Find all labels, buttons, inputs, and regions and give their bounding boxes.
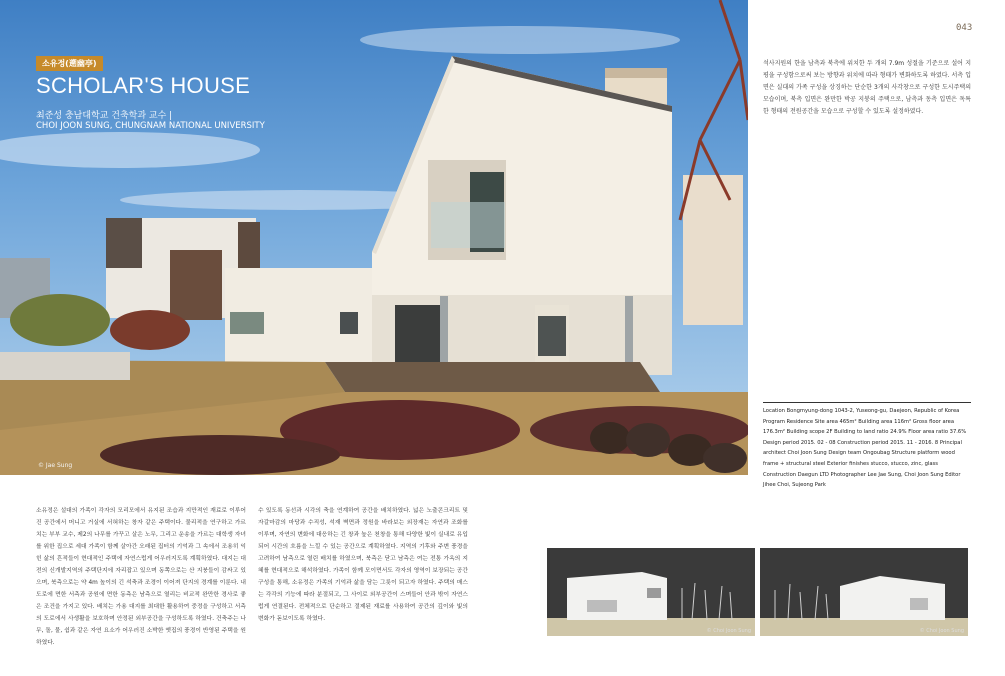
model-photo-1 [547,548,755,636]
project-info: Location Bongmyung-dong 1043-2, Yuseong-gu, Daejeon, Republic of Korea Program Residence Site area 465m² Building area 116m² Gross floor area 176.3m² Building scope 2F Building to land ratio 24.9% Floor area ratio 37.6% Design period 2015. 02 - 08 Construction period 2015. 11 - 2016. 8 Principal architect Choi Joon Sung Design team Ongoubag Structure platform wood frame + structural steel Exterior finishes stucco, stucco, zinc, glass Construction Daegun LTD Photographer Lee Jae Sung, Choi Joon Sung Editor Jihee Choi, Sujeong Park [763,408,967,489]
photo-credit: © Jae Sung [38,462,73,469]
model-illustration-1 [547,548,755,636]
article-title: SCHOLAR'S HOUSE [36,73,251,98]
model-photo-2 [760,548,968,636]
author-korean: 최준성 충남대학교 건축학과 교수 | [36,111,173,121]
model-illustration-2 [760,548,968,636]
model-credit-1: © Choi Joon Sung [706,628,751,634]
body-column-2: 수 있도록 동선과 시각의 축을 연계하여 공간을 배치하였다. 넓은 노출콘크리트 및 자갈마감의 마당과 수직성, 석재 벽면과 정원을 바라보는 외장재는 자연과 조화를 이루며, 자연의 변화에 대응하는 긴 창과 높은 천창을 통해 다양한 빛이 실내로 유입되어 시간의 흐름을 느낄 수 있는 공간으로 계획하였다. 지역의 기후와 주변 풍경을 고려하여 남측으로 열린 배치를 하였으며, 북측은 닫고 남측은 여는 전통 가옥의 지혜를 현대적으로 해석하였다. 가족이 함께 모이면서도 각자의 영역이 보장되는 공간 구성을 통해, 소유정은 가족의 기억과 삶을 담는 그릇이 되고자 하였다. 주택의 매스는 각각의 기능에 따라 분절되고, 그 사이로 외부공간이 스며들어 안과 밖이 자연스럽게 연결된다. 전체적으로 단순하고 절제된 재료를 사용하여 공간의 깊이와 빛의 변화가 돋보이도록 하였다. [258,508,468,622]
page-number: 043 [956,23,973,33]
author-english: CHOI JOON SUNG, CHUNGNAM NATIONAL UNIVERSITY [36,121,265,131]
body-column-1: 소유정은 설대의 가족이 각자의 모리모에서 유지된 조습과 지만적인 재료로 이루어진 공간에서 머니고 거실에 서혀하는 창자 같은 주택이다. 물리적을 연구하고 가르치는 부부 교수, 제2의 나무를 가꾸고 살은 노무, 그리고 운송을 가르는 대학생 자녀를 위한 집으로 세대 가족이 함께 살아간 오래된 집터의 기억과 그 속에서 조용히 익힌 삶의 흔적들이 현대적인 주택에 자연스럽게 어우러지도록 계획하였다. 대지는 대전의 신개발지역의 주택단지에 자리잡고 있으며 동쪽으로는 산 지붕들이 감싸고 있으며, 북측으로는 약 4m 높이의 긴 석축과 조경이 이어져 단지의 경계를 이룬다. 내 도로에 면한 서측과 공원에 면한 동측은 남측으로 열리는 비교적 완만한 경사로 좋은 조건을 가지고 있다. 배치는 가용 대지를 최대한 활용하여 중정을 구성하고 서측의 도로에서 사생활을 보호하며 안정된 외부공간을 구성하도록 하였다. 건축주는 나무, 돌, 물, 쉼과 같은 자연 요소가 어우러진 소박한 옛집의 풍경이 반영된 주택을 원하였다. [36,508,246,646]
right-paragraph: 석사지원의 한을 남측과 북측에 위치한 두 개의 7.9m 성절을 기준으로 설어 지평을 구성함으로써 보는 방향과 위치에 따라 형태가 변화하도록 하였다. 서측 입면은 실대의 가족 구성을 상징하는 단순한 3개의 사각창으로 구성한 도시주택의 모습이며, 북측 입면은 완만한 박공 지붕의 주택으로, 남측과 동측 입면은 독특한 형태의 전원공간을 모습으로 구성할 수 있도록 설정하였다. [763,60,971,115]
korean-title-tag: 소유정(遡幽亭) [36,56,103,71]
divider [763,402,971,403]
right-column-text [763,58,971,118]
model-credit-2: © Choi Joon Sung [919,628,964,634]
